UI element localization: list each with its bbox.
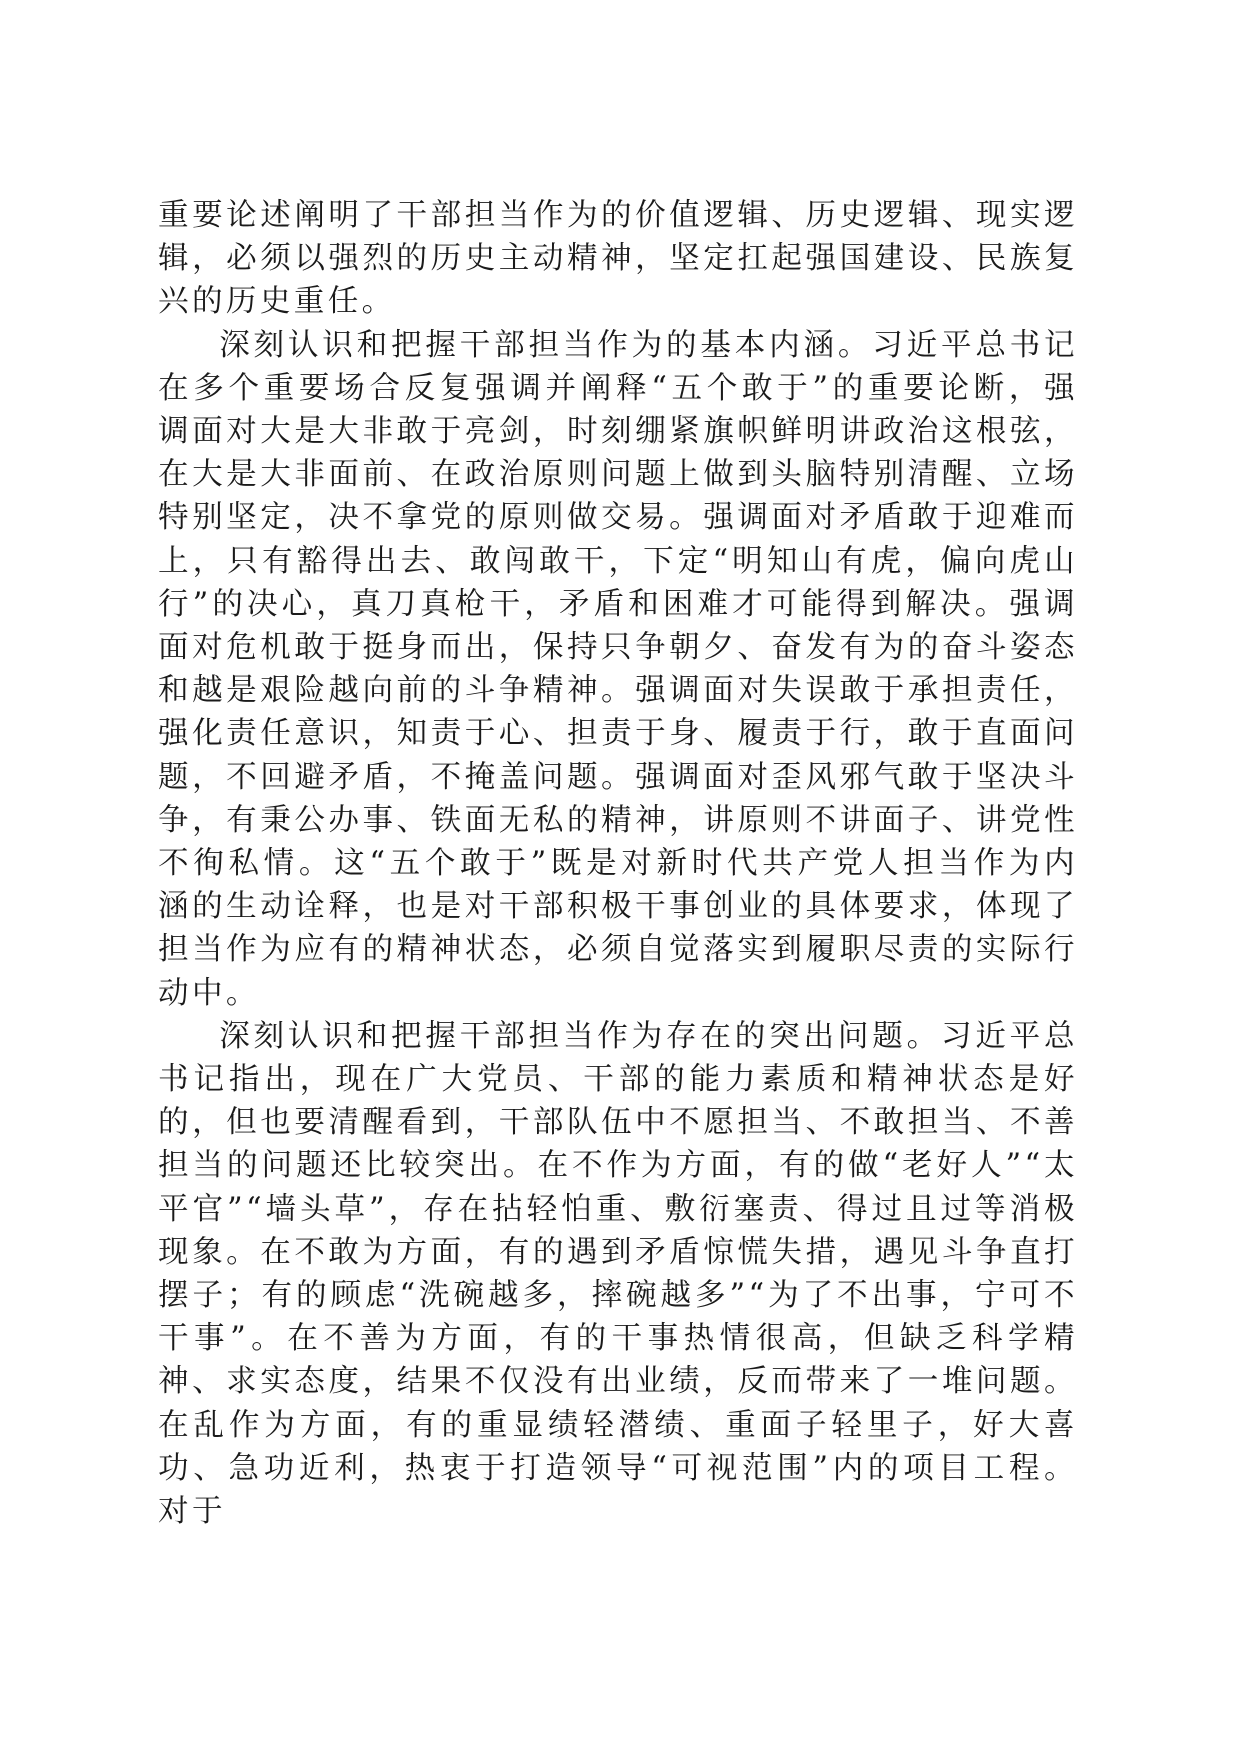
- document-body: [158, 194, 1078, 1533]
- paragraph-continuation: 重要论述阐明了干部担当作为的价值逻辑、历史逻辑、现实逻辑，必须以强烈的历史主动精神，坚定扛起强国建设、民族复兴的历史重任。: [158, 198, 1078, 320]
- paragraph-basic-connotation: 深刻认识和把握干部担当作为的基本内涵。习近平总书记在多个重要场合反复强调并阐释“五个敢于”的重要论断，强调面对大是大非敢于亮剑，时刻绷紧旗帜鲜明讲政治这根弦，在大是大非面前、在政治原则问题上做到头脑特别清醒、立场特别坚定，决不拿党的原则做交易。强调面对矛盾敢于迎难而上，只有豁得出去、敢闯敢干，下定“明知山有虎，偏向虎山行”的决心，真刀真枪干，矛盾和困难才可能得到解决。强调面对危机敢于挺身而出，保持只争朝夕、奋发有为的奋斗姿态和越是艰险越向前的斗争精神。强调面对失误敢于承担责任，强化责任意识，知责于心、担责于身、履责于行，敢于直面问题，不回避矛盾，不掩盖问题。强调面对歪风邪气敢于坚决斗争，有秉公办事、铁面无私的精神，讲原则不讲面子、讲党性不徇私情。这“五个敢于”既是对新时代共产党人担当作为内涵的生动诠释，也是对干部积极干事创业的具体要求，体现了担当作为应有的精神状态，必须自觉落实到履职尽责的实际行动中。: [158, 327, 1078, 1011]
- paragraph-prominent-problems: 深刻认识和把握干部担当作为存在的突出问题。习近平总书记指出，现在广大党员、干部的能力素质和精神状态是好的，但也要清醒看到，干部队伍中不愿担当、不敢担当、不善担当的问题还比较突出。在不作为方面，有的做“老好人”“太平官”“墙头草”，存在拈轻怕重、敷衍塞责、得过且过等消极现象。在不敢为方面，有的遇到矛盾惊慌失措，遇见斗争直打摆子；有的顾虑“洗碗越多，摔碗越多”“为了不出事，宁可不干事”。在不善为方面，有的干事热情很高，但缺乏科学精神、求实态度，结果不仅没有出业绩，反而带来了一堆问题。在乱作为方面，有的重显绩轻潜绩、重面子轻里子，好大喜功、急功近利，热衷于打造领导“可视范围”内的项目工程。对于: [158, 1018, 1078, 1530]
